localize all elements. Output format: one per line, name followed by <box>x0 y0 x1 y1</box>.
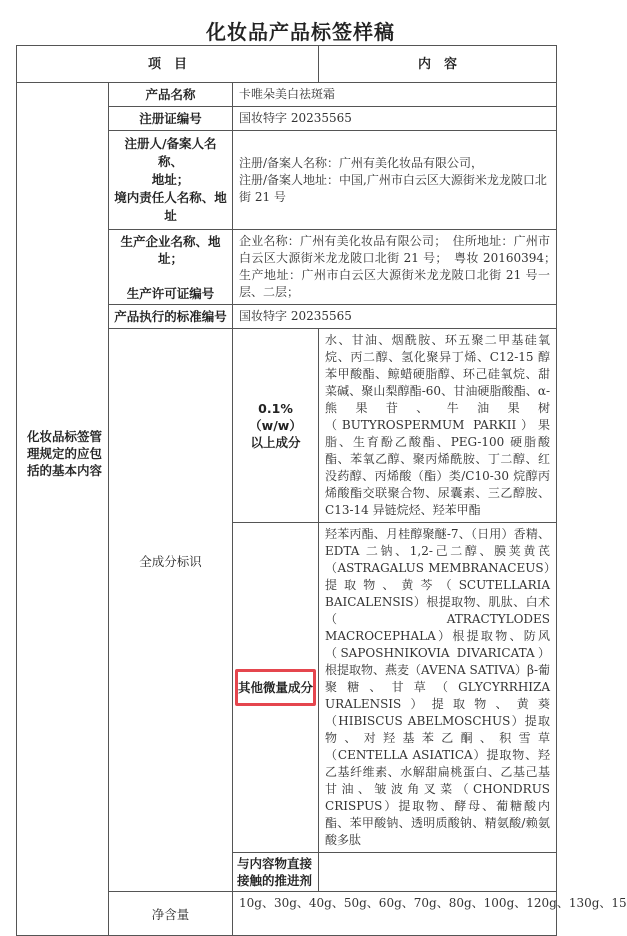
registrant-label-line: 境内责任人名称、地 <box>114 190 227 205</box>
label-table <box>16 45 627 936</box>
above-threshold-label-line: 以上成分 <box>250 435 301 450</box>
header-row <box>17 46 557 83</box>
trace-ingredients: 羟苯丙酯、月桂醇聚醚-7、（日用）香精、EDTA 二钠、1,2-己二醇、膜荚黄芪（ASTRAGALUS MEMBRANACEUS）提取物、黄芩（SCUTELLARIA BAICALENSIS）根提取物、肌肽、白术（ATRACTYLODES MACROCEPHALA）根提取物、防风（SAPOSHNIKOVIA DIVARICATA）根提取物、燕麦（AVENA SATIVA）β-葡聚糖、甘草（GLYCYRRHIZA URALENSIS）提取物、黄葵（HIBISCUS ABELMOSCHUS）提取物、对羟基苯乙酮、积雪草（CENTELLA ASIATICA）提取物、羟乙基纤维素、水解甜扁桃蛋白、乙基己基甘油、皱波角叉菜（CHONDRUS CRISPUS）提取物、酵母、葡糖酸内酯、苯甲酸钠、透明质酸钠、精氨酸/赖氨酸多肽 <box>319 523 557 853</box>
product-name-label: 产品名称 <box>109 83 233 107</box>
manufacturer-value: 企业名称：广州有美化妆品有限公司； 住所地址：广州市白云区大源街米龙龙陂口北街 21 号； 粤妆 20160394； 生产地址：广州市白云区大源街米龙龙陂口北街 21 号一层、二层； <box>233 230 557 305</box>
propellant-label: 与内容物直接接触的推进剂 <box>233 853 319 892</box>
net-content-label: 净含量 <box>109 892 233 936</box>
registrant-address: 注册/备案人地址：中国,广州市白云区大源街米龙龙陂口北街 21 号 <box>239 172 547 204</box>
registrant-label <box>109 131 233 230</box>
registrant-name: 注册/备案人名称：广州有美化妆品有限公司， <box>239 155 484 170</box>
section-label: 化妆品标签管理规定的应包括的基本内容 <box>17 83 109 936</box>
trace-ingredients-label-cell <box>233 523 319 853</box>
header-content: 内 容 <box>319 46 557 83</box>
product-name-value: 卡唯朵美白祛斑霜 <box>233 83 557 107</box>
manufacturer-label-line: 生产企业名称、地址； <box>120 233 221 266</box>
header-item: 项 目 <box>17 46 319 83</box>
standard-no-value: 国妆特字 20235565 <box>233 305 557 329</box>
above-threshold-label-line: 0.1%（w/w） <box>249 401 302 433</box>
propellant-value <box>319 853 557 892</box>
standard-no-label: 产品执行的标准编号 <box>109 305 233 329</box>
manufacturer-label-line: 生产许可证编号 <box>126 285 215 301</box>
registrant-value <box>233 131 557 230</box>
document-title: 化妆品产品标签样稿 <box>206 20 395 44</box>
above-threshold-label <box>233 329 319 523</box>
table-row <box>17 83 557 107</box>
manufacturer-label <box>109 230 233 305</box>
registrant-label-line: 址 <box>164 208 177 223</box>
registration-no-label: 注册证编号 <box>109 107 233 131</box>
registrant-label-line: 注册人/备案人名称、 <box>124 136 217 169</box>
above-threshold-ingredients: 水、甘油、烟酰胺、环五聚二甲基硅氧烷、丙二醇、氢化聚异丁烯、C12-15 醇苯甲酸酯、鲸蜡硬脂醇、环己硅氧烷、甜菜碱、聚山梨醇酯-60、甘油硬脂酸酯、α-熊果苷、牛油果树（BUTYROSPERMUM PARKII）果脂、生育酚乙酸酯、PEG-100 硬脂酸酯、苯氧乙醇、聚丙烯酰胺、丁二醇、红没药醇、丙烯酸（酯）类/C10-30 烷醇丙烯酸酯交联聚合物、尿囊素、三乙醇胺、C13-14 异链烷烃、羟苯甲酯 <box>319 329 557 523</box>
trace-ingredients-label: 其他微量成分 <box>235 669 316 706</box>
ingredients-label: 全成分标识 <box>109 329 233 892</box>
registrant-label-line: 地址； <box>151 172 190 187</box>
registration-no-value: 国妆特字 20235565 <box>233 107 557 131</box>
net-content-value: 10g、30g、40g、50g、60g、70g、80g、100g、120g、130g、15 <box>233 892 557 936</box>
